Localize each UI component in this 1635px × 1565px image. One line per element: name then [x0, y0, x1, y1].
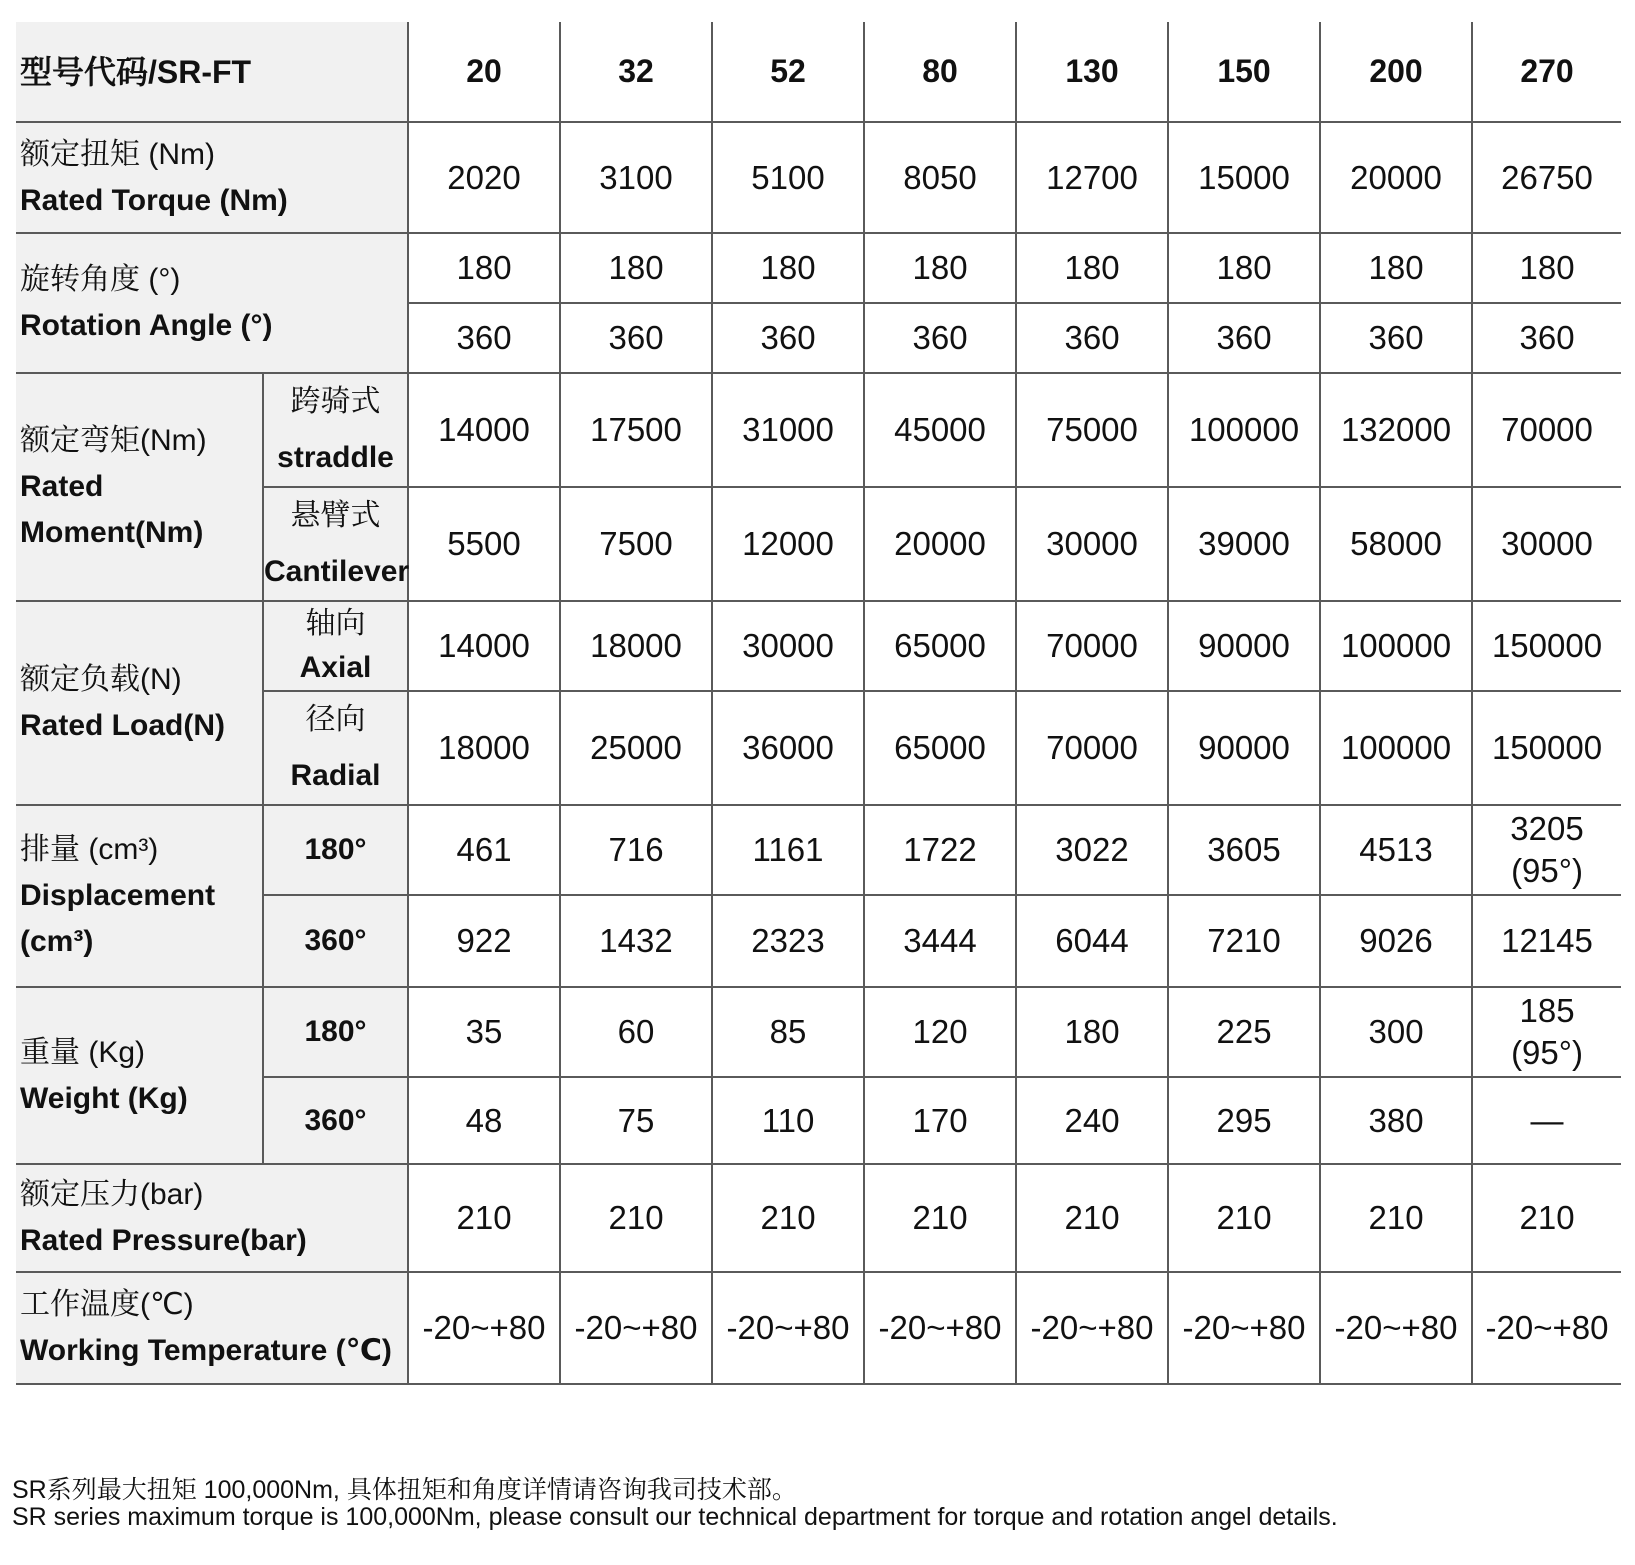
angle-value: 360: [712, 303, 864, 373]
torque-label: [16, 122, 408, 233]
moment-value: 132000: [1320, 373, 1472, 487]
cantilever-label-en: Cantilever: [264, 555, 410, 588]
radial-label-zh: 径向: [305, 703, 366, 736]
displacement-value: 716: [560, 805, 712, 895]
weight-value: 110: [712, 1077, 864, 1164]
moment-value: 5500: [408, 487, 560, 601]
moment-value: 100000: [1168, 373, 1320, 487]
displacement-value: 1432: [560, 895, 712, 987]
displacement-label-en: Displacement (cm³): [20, 879, 216, 958]
angle-360-label: 360°: [263, 895, 408, 987]
model-header: 32: [560, 22, 712, 122]
weight-value: 170: [864, 1077, 1016, 1164]
pressure-value: 210: [1320, 1164, 1472, 1272]
table-row: [16, 22, 1621, 122]
table-row: [16, 601, 1621, 691]
displacement-value: 1161: [712, 805, 864, 895]
displacement-value: 9026: [1320, 895, 1472, 987]
temperature-value: -20~+80: [1168, 1272, 1320, 1384]
weight-value: 180: [1016, 987, 1168, 1077]
weight-value: 60: [560, 987, 712, 1077]
angle-value: 360: [864, 303, 1016, 373]
load-value: 90000: [1168, 601, 1320, 691]
angle-value: 360: [1016, 303, 1168, 373]
weight-value: 35: [408, 987, 560, 1077]
weight-value: 300: [1320, 987, 1472, 1077]
torque-value: 8050: [864, 122, 1016, 233]
pressure-value: 210: [1168, 1164, 1320, 1272]
angle-value: 360: [1472, 303, 1621, 373]
displacement-value-note: (95°): [1511, 852, 1583, 889]
torque-value: 26750: [1472, 122, 1621, 233]
table-row: [16, 805, 1621, 895]
temperature-value: -20~+80: [1472, 1272, 1621, 1384]
radial-label: [263, 691, 408, 805]
weight-value: 380: [1320, 1077, 1472, 1164]
rated-load-label: [16, 601, 263, 805]
model-header: 270: [1472, 22, 1621, 122]
temperature-value: -20~+80: [712, 1272, 864, 1384]
moment-value: 31000: [712, 373, 864, 487]
straddle-label-zh: 跨骑式: [290, 385, 381, 418]
spec-table: [16, 22, 1621, 1385]
weight-value: 295: [1168, 1077, 1320, 1164]
moment-value: 58000: [1320, 487, 1472, 601]
working-temperature-label-zh: 工作温度(℃): [20, 1288, 194, 1321]
load-value: 14000: [408, 601, 560, 691]
torque-value: 3100: [560, 122, 712, 233]
load-value: 18000: [408, 691, 560, 805]
straddle-label-en: straddle: [277, 441, 394, 474]
displacement-value: 3605: [1168, 805, 1320, 895]
rotation-angle-label-en: Rotation Angle (°): [20, 309, 273, 342]
rotation-angle-label: [16, 233, 408, 373]
moment-value: 30000: [1472, 487, 1621, 601]
temperature-value: -20~+80: [408, 1272, 560, 1384]
radial-label-en: Radial: [290, 759, 381, 792]
weight-label: [16, 987, 263, 1164]
load-value: 150000: [1472, 601, 1621, 691]
weight-value-main: 185: [1519, 992, 1575, 1029]
load-value: 30000: [712, 601, 864, 691]
weight-value: [1472, 987, 1621, 1077]
moment-value: 45000: [864, 373, 1016, 487]
displacement-value-main: 3205: [1510, 810, 1584, 847]
displacement-value: 461: [408, 805, 560, 895]
torque-label-en: Rated Torque (Nm): [20, 183, 288, 217]
moment-value: 20000: [864, 487, 1016, 601]
angle-value: 180: [1016, 233, 1168, 303]
pressure-value: 210: [408, 1164, 560, 1272]
model-header: 130: [1016, 22, 1168, 122]
angle-value: 360: [1320, 303, 1472, 373]
weight-value: 75: [560, 1077, 712, 1164]
model-code-label: 型号代码/SR-FT: [16, 22, 408, 122]
note-english: SR series maximum torque is 100,000Nm, please consult our technical department for torque and rotation angel details.: [12, 1503, 1338, 1531]
torque-value: 15000: [1168, 122, 1320, 233]
angle-value: 360: [408, 303, 560, 373]
weight-value: 240: [1016, 1077, 1168, 1164]
load-value: 65000: [864, 691, 1016, 805]
displacement-value: 6044: [1016, 895, 1168, 987]
weight-value: 48: [408, 1077, 560, 1164]
pressure-value: 210: [864, 1164, 1016, 1272]
temperature-value: -20~+80: [560, 1272, 712, 1384]
note-chinese: SR系列最大扭矩 100,000Nm, 具体扭矩和角度详情请咨询我司技术部。: [12, 1476, 797, 1504]
weight-value-note: (95°): [1511, 1034, 1583, 1071]
load-value: 70000: [1016, 691, 1168, 805]
displacement-value: 4513: [1320, 805, 1472, 895]
load-value: 70000: [1016, 601, 1168, 691]
rated-moment-label-en: Rated Moment(Nm): [20, 470, 204, 549]
load-value: 36000: [712, 691, 864, 805]
moment-value: 7500: [560, 487, 712, 601]
torque-value: 2020: [408, 122, 560, 233]
angle-value: 360: [1168, 303, 1320, 373]
angle-180-label: 180°: [263, 805, 408, 895]
displacement-label-zh: 排量 (cm³): [20, 833, 159, 866]
table-row: [16, 122, 1621, 233]
cantilever-label: [263, 487, 408, 601]
rated-load-label-zh: 额定负载(N): [20, 663, 182, 696]
weight-label-en: Weight (Kg): [20, 1081, 188, 1115]
displacement-value: 3444: [864, 895, 1016, 987]
moment-value: 75000: [1016, 373, 1168, 487]
temperature-value: -20~+80: [1016, 1272, 1168, 1384]
axial-label-en: Axial: [299, 651, 372, 684]
temperature-value: -20~+80: [1320, 1272, 1472, 1384]
moment-value: 30000: [1016, 487, 1168, 601]
angle-180-label: 180°: [263, 987, 408, 1077]
cantilever-label-zh: 悬臂式: [290, 499, 381, 532]
weight-value: 120: [864, 987, 1016, 1077]
rated-pressure-label-zh: 额定压力(bar): [20, 1178, 204, 1211]
model-header: 200: [1320, 22, 1472, 122]
table-row: [16, 987, 1621, 1077]
angle-value: 180: [1472, 233, 1621, 303]
displacement-value: [1472, 805, 1621, 895]
table-row: [16, 1164, 1621, 1272]
moment-value: 70000: [1472, 373, 1621, 487]
rotation-angle-label-zh: 旋转角度 (°): [20, 263, 181, 296]
pressure-value: 210: [1016, 1164, 1168, 1272]
angle-value: 180: [560, 233, 712, 303]
angle-360-label: 360°: [263, 1077, 408, 1164]
table-row: [16, 1272, 1621, 1384]
rated-pressure-label-en: Rated Pressure(bar): [20, 1224, 307, 1257]
model-header: 52: [712, 22, 864, 122]
displacement-value: 2323: [712, 895, 864, 987]
spec-table-body: [16, 22, 1621, 1384]
rated-load-label-en: Rated Load(N): [20, 709, 225, 742]
angle-value: 360: [560, 303, 712, 373]
load-value: 90000: [1168, 691, 1320, 805]
torque-value: 20000: [1320, 122, 1472, 233]
displacement-value: 1722: [864, 805, 1016, 895]
load-value: 18000: [560, 601, 712, 691]
pressure-value: 210: [1472, 1164, 1621, 1272]
axial-label: [263, 601, 408, 691]
moment-value: 14000: [408, 373, 560, 487]
angle-value: 180: [408, 233, 560, 303]
model-header: 150: [1168, 22, 1320, 122]
load-value: 25000: [560, 691, 712, 805]
torque-value: 12700: [1016, 122, 1168, 233]
working-temperature-label-en: Working Temperature (℃): [20, 1334, 392, 1367]
rated-moment-label: [16, 373, 263, 601]
pressure-value: 210: [712, 1164, 864, 1272]
torque-value: 5100: [712, 122, 864, 233]
weight-value: —: [1472, 1077, 1621, 1164]
angle-value: 180: [1168, 233, 1320, 303]
axial-label-zh: 轴向: [305, 607, 366, 640]
displacement-label: [16, 805, 263, 987]
model-header: 80: [864, 22, 1016, 122]
weight-value: 225: [1168, 987, 1320, 1077]
displacement-value: 3022: [1016, 805, 1168, 895]
load-value: 100000: [1320, 601, 1472, 691]
angle-value: 180: [1320, 233, 1472, 303]
load-value: 150000: [1472, 691, 1621, 805]
weight-value: 85: [712, 987, 864, 1077]
load-value: 65000: [864, 601, 1016, 691]
displacement-value: 922: [408, 895, 560, 987]
straddle-label: [263, 373, 408, 487]
load-value: 100000: [1320, 691, 1472, 805]
table-row: [16, 233, 1621, 303]
rated-pressure-label: [16, 1164, 408, 1272]
table-row: [16, 373, 1621, 487]
moment-value: 17500: [560, 373, 712, 487]
angle-value: 180: [712, 233, 864, 303]
model-header: 20: [408, 22, 560, 122]
rated-moment-label-zh: 额定弯矩(Nm): [20, 424, 207, 457]
pressure-value: 210: [560, 1164, 712, 1272]
displacement-value: 12145: [1472, 895, 1621, 987]
angle-value: 180: [864, 233, 1016, 303]
displacement-value: 7210: [1168, 895, 1320, 987]
torque-label-zh: 额定扭矩 (Nm): [20, 137, 215, 171]
moment-value: 39000: [1168, 487, 1320, 601]
moment-value: 12000: [712, 487, 864, 601]
working-temperature-label: [16, 1272, 408, 1384]
weight-label-zh: 重量 (Kg): [20, 1035, 146, 1069]
temperature-value: -20~+80: [864, 1272, 1016, 1384]
